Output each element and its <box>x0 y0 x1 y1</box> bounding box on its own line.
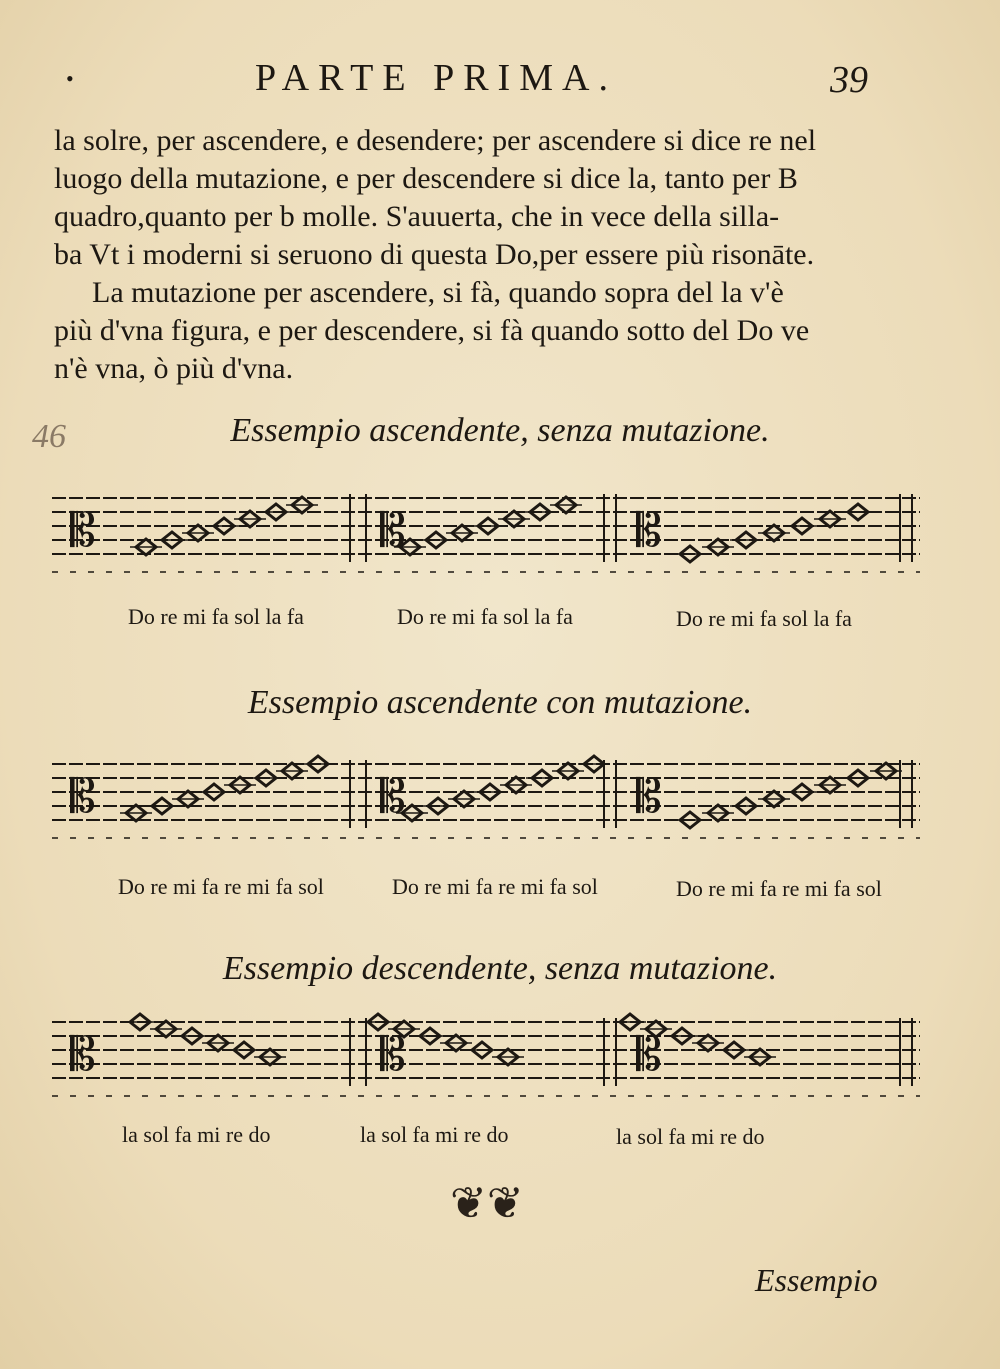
text-line: quadro,quanto per b molle. S'auuerta, che in vece della silla- <box>54 200 780 233</box>
example-title: Essempio ascendente, senza mutazione. <box>230 412 770 449</box>
example-title: Essempio descendente, senza mutazione. <box>222 950 778 987</box>
clef-symbol: 𝄡 <box>70 503 96 557</box>
text-line: La mutazione per ascendere, si fà, quando sopra del la v'è <box>92 276 784 309</box>
clef-symbol: 𝄡 <box>636 769 662 823</box>
solmization-syllables: la sol fa mi re do <box>616 1124 765 1149</box>
catchword: Essempio <box>755 1262 878 1298</box>
solmization-syllables: la sol fa mi re do <box>122 1122 271 1147</box>
music-staff <box>0 750 1000 870</box>
solmization-syllables: Do re mi fa sol la fa <box>397 604 573 629</box>
header-dot: • <box>66 66 74 91</box>
margin-note: 46 <box>32 418 66 455</box>
running-head: PARTE PRIMA. <box>255 57 617 99</box>
page-header <box>0 52 1000 102</box>
solmization-syllables: Do re mi fa re mi fa sol <box>676 876 882 901</box>
example-title: Essempio ascendente con mutazione. <box>247 684 753 721</box>
text-line: luogo della mutazione, e per descendere si dice la, tanto per B <box>54 162 798 195</box>
solmization-syllables: la sol fa mi re do <box>360 1122 509 1147</box>
solmization-syllables: Do re mi fa re mi fa sol <box>392 874 598 899</box>
solmization-syllables: Do re mi fa sol la fa <box>128 604 304 629</box>
clef-symbol: 𝄡 <box>636 503 662 557</box>
text-line: ba Vt i moderni si seruono di questa Do,per essere più risonāte. <box>54 238 815 271</box>
clef-symbol: 𝄡 <box>636 1027 662 1081</box>
text-line: n'è vna, ò più d'vna. <box>54 352 294 385</box>
music-staff <box>0 1008 1000 1128</box>
text-line: la solre, per ascendere, e desendere; per ascendere si dice re nel <box>54 124 817 157</box>
clef-symbol: 𝄡 <box>380 769 406 823</box>
text-line: più d'vna figura, e per descendere, si fà quando sotto del Do ve <box>54 314 810 347</box>
body-text <box>54 122 934 388</box>
clef-symbol: 𝄡 <box>380 503 406 557</box>
page-number: 39 <box>830 59 868 101</box>
clef-symbol: 𝄡 <box>70 769 96 823</box>
clef-symbol: 𝄡 <box>70 1027 96 1081</box>
solmization-syllables: Do re mi fa sol la fa <box>676 606 852 631</box>
clef-symbol: 𝄡 <box>380 1027 406 1081</box>
music-staff <box>0 484 1000 604</box>
fleuron-ornament: ❦❦ <box>450 1179 524 1228</box>
solmization-syllables: Do re mi fa re mi fa sol <box>118 874 324 899</box>
